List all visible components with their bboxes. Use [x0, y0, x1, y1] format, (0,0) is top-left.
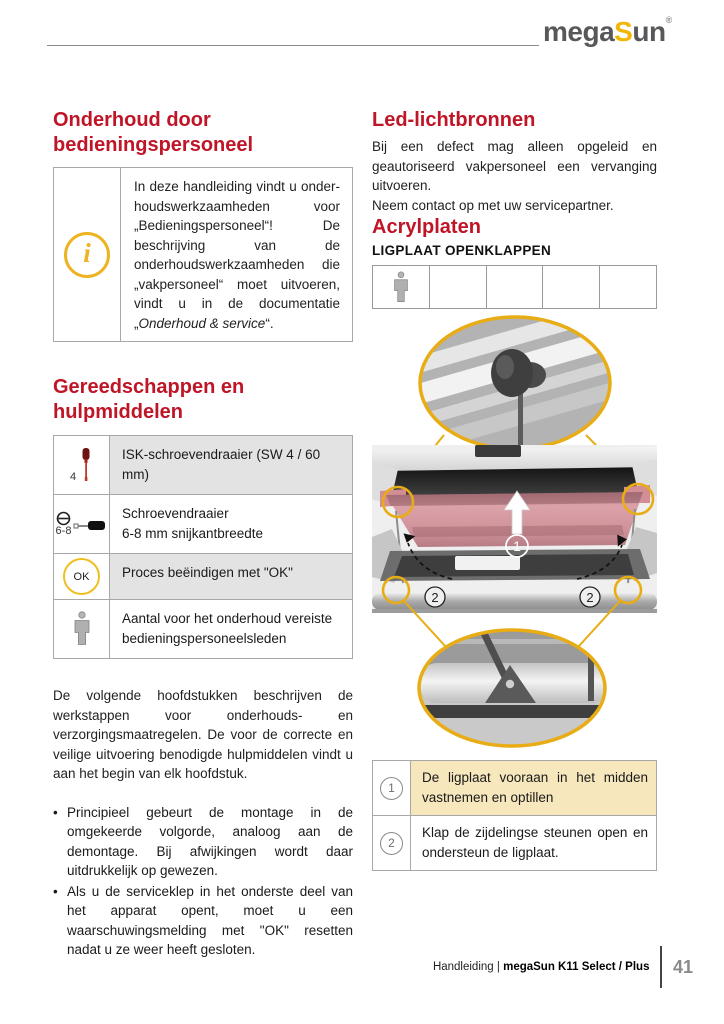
svg-text:2: 2 — [431, 590, 439, 605]
step-text: De ligplaat vooraan in het midden vastnemen en optillen — [411, 761, 656, 815]
logo-text-pre: mega — [543, 16, 615, 47]
footer-doc-label: Handleiding — [432, 961, 494, 973]
tool-text-line2: 6-8 mm snijkantbreedte — [122, 526, 264, 541]
tool-text — [110, 495, 352, 553]
footer-divider — [660, 946, 662, 988]
ok-button-icon: OK — [63, 558, 100, 595]
led-paragraph-2: Neem contact op met uw servicepartner. — [372, 197, 614, 213]
led-paragraph: Bij een defect mag alleen opgeleid en geautoriseerd vakpersoneel een vervanging uitvoeren. — [372, 139, 657, 193]
tool-size-label: 6-8 — [55, 525, 72, 537]
page-number: 41 — [672, 956, 693, 977]
list-item: • Principieel gebeurt de montage in de omgekeerde volgorde, analoog aan de demontage. Bij afwijkingen wordt daar uitdrukkelijk op gewezen. — [53, 803, 353, 881]
section-title-onderhoud: Onderhoud door bedieningspersoneel — [53, 109, 254, 156]
step-text: Klap de zijdelingse steunen open en ondersteun de ligplaat. — [422, 825, 648, 860]
section-title-led: Led-lichtbronnen — [372, 109, 536, 131]
step-number-cell — [373, 816, 411, 870]
megasun-logo — [543, 16, 672, 48]
logo-text-post: un — [632, 16, 666, 47]
section-title-gereedschappen: Gereedschappen en hulpmiddelen — [53, 376, 245, 423]
figure-marker-2-right — [580, 587, 600, 607]
page-footer — [433, 946, 693, 988]
step-row-1 — [373, 761, 656, 815]
tool-icon-cell — [54, 600, 110, 658]
bed-photo — [372, 445, 657, 613]
notes-list — [53, 803, 353, 960]
header-rule — [47, 45, 539, 46]
empty-cell — [430, 266, 487, 308]
figure-marker-2-left — [425, 587, 445, 607]
right-column — [372, 108, 657, 871]
callout-detail-bracket — [417, 625, 612, 748]
tool-icon-cell — [54, 495, 110, 553]
personnel-table — [372, 265, 657, 309]
personnel-count-cell — [373, 266, 430, 308]
tools-table — [53, 435, 353, 659]
tool-size-label: 4 — [69, 471, 77, 483]
svg-text:1: 1 — [513, 538, 521, 554]
intro-paragraph: De volgende hoofdstukken beschrijven de werkstappen voor onderhouds- en verzorgingsmaatregelen. De voor de correcte en veilige uitvoering benodigde hulpmiddelen vindt u aan het begin van elk hoofdstuk. — [53, 688, 353, 781]
person-icon — [391, 271, 411, 304]
info-note-box — [53, 167, 353, 342]
steps-table — [372, 760, 657, 871]
tool-icon-cell — [54, 436, 110, 494]
tool-text: Aantal voor het onderhoud vereiste bedieningspersoneelsleden — [122, 611, 333, 646]
footer-breadcrumb — [433, 961, 650, 973]
empty-cell — [487, 266, 544, 308]
callout-detail-knob — [392, 313, 639, 455]
info-text-italic: Onderhoud & service — [138, 315, 266, 331]
footer-doc-title: megaSun K11 Select / Plus — [503, 961, 650, 973]
info-icon-glyph: i — [83, 237, 91, 268]
list-item: • Als u de serviceklep in het onderste deel van het apparat opent, moet u een waarschuwingsmelding met "OK" resetten nadat u ze weer heeft gesloten. — [53, 882, 353, 960]
tool-text: ISK-schroevendraaier (SW 4 / 60 mm) — [110, 436, 352, 494]
info-text-main: In deze handleiding vindt u onderhoudswerkzaamheden voor „Bedieningspersoneel“! De beschrijving van de onderhoudswerkzaamheden die „vakpersoneel“ moet uitvoeren, vindt u in de documentatie „ — [134, 179, 340, 331]
info-icon — [64, 232, 110, 278]
step-2-badge: 2 — [380, 832, 403, 855]
tool-row-personnel — [54, 599, 352, 658]
info-icon-cell — [54, 168, 121, 341]
screwdriver-flat-icon — [73, 515, 107, 533]
tool-row-isk — [54, 436, 352, 494]
footer-separator: | — [496, 961, 500, 973]
info-note-text — [121, 168, 352, 341]
step-number-cell — [373, 761, 411, 815]
section-title-acrylplaten: Acrylplaten — [372, 216, 481, 238]
tool-text-line1: Schroevendraaier — [122, 506, 229, 521]
screwdriver-red-icon — [79, 447, 93, 483]
subsection-ligplaat-openklappen: LIGPLAAT OPENKLAPPEN — [372, 243, 552, 258]
tool-icon-cell — [54, 554, 110, 599]
ligplaat-illustration — [372, 313, 657, 755]
empty-cell — [543, 266, 600, 308]
svg-text:2: 2 — [586, 590, 594, 605]
tool-row-ok — [54, 553, 352, 599]
registered-mark: ® — [665, 15, 672, 25]
tool-text: Proces beëindigen met "OK" — [110, 554, 352, 599]
step-row-2 — [373, 815, 656, 870]
person-icon — [71, 611, 93, 647]
empty-cell — [600, 266, 656, 308]
logo-accent-letter: S — [614, 16, 633, 47]
info-text-end: “. — [265, 315, 274, 331]
flathead-symbol-icon — [56, 511, 71, 526]
tool-row-schroevendraaier — [54, 494, 352, 553]
left-column — [53, 108, 353, 961]
step-1-badge: 1 — [380, 777, 403, 800]
